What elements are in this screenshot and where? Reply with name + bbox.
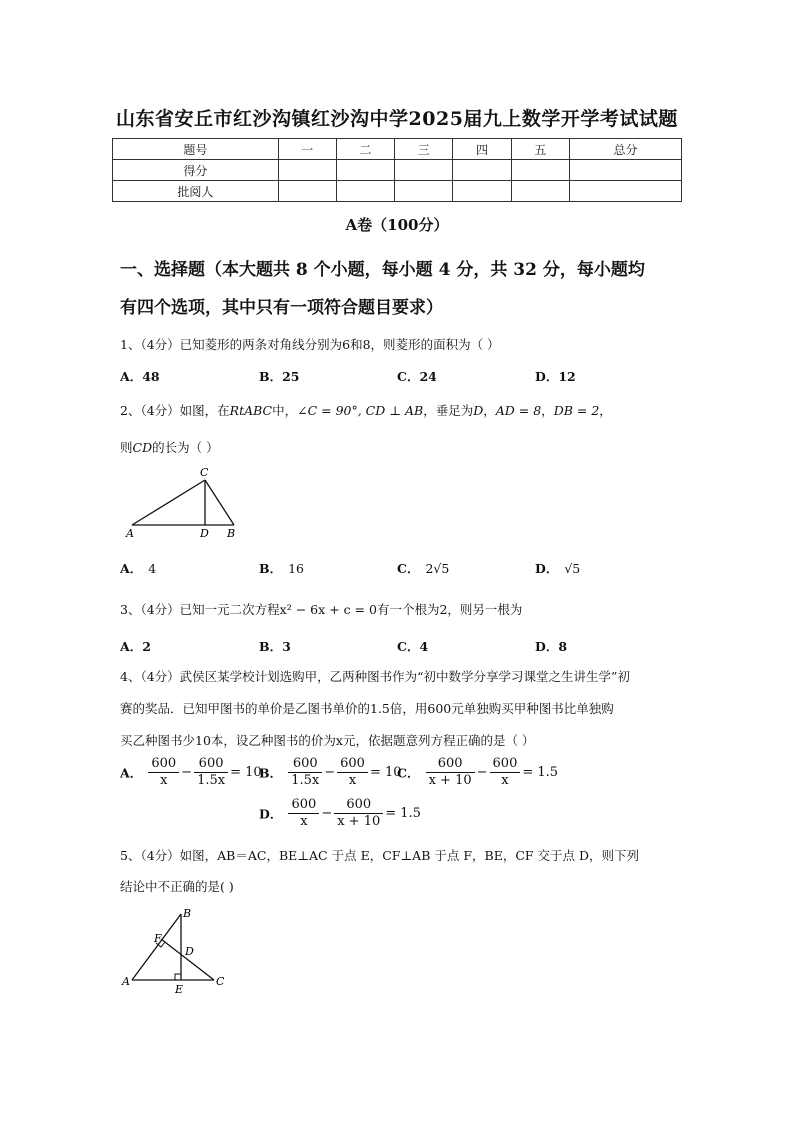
score-cell[interactable]: [511, 181, 569, 202]
q3-stem-post: 有一个根为2，则另一根为: [376, 602, 523, 617]
q2-option-a-value: 4: [148, 561, 157, 576]
score-header-cell: 五: [511, 139, 569, 160]
score-table-row: [113, 181, 682, 202]
q2-condition: ∠C = 90°, CD ⊥ AB: [297, 403, 424, 418]
q2-ad: AD = 8: [495, 403, 542, 418]
q4-c-frac1: $\frac{600}{x + 10}$: [426, 756, 475, 789]
score-table-row: [113, 160, 682, 181]
q2-option-c[interactable]: [397, 559, 449, 577]
q4-d-frac2: $\frac{600}{x + 10}$: [334, 797, 383, 830]
q2-triangle-figure: [118, 463, 248, 543]
score-cell[interactable]: [453, 181, 511, 202]
q1-option-a[interactable]: A．48: [120, 369, 160, 384]
q5-label-d: D: [185, 945, 194, 958]
score-header-cell: 总分: [569, 139, 681, 160]
score-cell[interactable]: [395, 181, 453, 202]
q5-triangle-figure: [114, 905, 234, 997]
q2-label-b: B: [227, 527, 236, 540]
q3-option-a[interactable]: A．2: [120, 639, 151, 654]
q1-option-b[interactable]: B．25: [259, 369, 300, 384]
score-cell[interactable]: [336, 160, 394, 181]
q5-stem-line2: 结论中不正确的是( ): [120, 879, 234, 894]
score-cell[interactable]: [395, 160, 453, 181]
q2-label-a: A: [126, 527, 134, 540]
q4-c-frac2: $\frac{600}{x}$: [490, 756, 521, 789]
q2-foot: ，垂足为: [423, 403, 474, 418]
q2-side-cb: [205, 480, 234, 525]
q5-label-a: A: [122, 975, 130, 988]
score-header-cell: 一: [278, 139, 336, 160]
q5-label-e: E: [175, 983, 184, 996]
score-header-cell: 二: [336, 139, 394, 160]
q4-option-d[interactable]: D． $\frac{600}{x}$ − $\frac{600}{x + 10}$ = 1.5: [259, 797, 421, 829]
score-header-cell: 四: [453, 139, 511, 160]
q4-option-b[interactable]: B． $\frac{600}{1.5x}$ − $\frac{600}{x}$ = 10: [259, 756, 402, 788]
score-cell[interactable]: [453, 160, 511, 181]
q5-side-ab: [132, 914, 181, 980]
q4-b-frac2: $\frac{600}{x}$: [337, 756, 368, 789]
q2-point-d: D: [473, 403, 484, 418]
q2-stem-line2: [120, 438, 219, 456]
q5-label-b: B: [183, 907, 192, 920]
q4-option-d-letter: D．: [259, 806, 283, 822]
q3-equation: x² − 6x + c = 0: [279, 602, 377, 617]
q2-option-c-letter: C．: [397, 561, 420, 576]
score-table-header-row: [113, 139, 682, 160]
score-row-label: 批阅人: [113, 181, 279, 202]
q1-option-c[interactable]: C．24: [397, 369, 437, 384]
q3-option-d[interactable]: D．8: [535, 639, 568, 654]
score-cell[interactable]: [278, 160, 336, 181]
q5-label-f: F: [154, 932, 162, 945]
q5-stem-line1: 5、（4分）如图，AB＝AC，BE⊥AC 于点 E，CF⊥AB 于点 F，BE，CF 交于点 D，则下列: [120, 848, 640, 863]
q3-stem-pre: 3、（4分）已知一元二次方程: [120, 602, 280, 617]
q4-option-c[interactable]: C． $\frac{600}{x + 10}$ − $\frac{600}{x}$ = 1.5: [397, 756, 559, 788]
q4-option-b-letter: B．: [259, 765, 283, 781]
q2-option-b-letter: B．: [259, 561, 283, 576]
q3-stem: [120, 600, 522, 618]
score-cell[interactable]: [278, 181, 336, 202]
q1-stem: 1、（4分）已知菱形的两条对角线分别为6和8，则菱形的面积为（ ）: [120, 337, 500, 352]
q2-option-b-value: 16: [288, 561, 304, 576]
q4-stem-line1: 4、（4分）武侯区某学校计划选购甲，乙两种图书作为“初中数学分享学习课堂之生讲生学”初: [120, 669, 630, 684]
q2-label-d: D: [200, 527, 209, 540]
q2-option-a-letter: A．: [120, 561, 143, 576]
q2-stem-pre: 2、（4分）如图，在: [120, 403, 230, 418]
q4-a-frac1: $\frac{600}{x}$: [148, 756, 179, 789]
score-header-cell: 题号: [113, 139, 279, 160]
score-cell[interactable]: [569, 160, 681, 181]
q4-stem-line3: 买乙种图书少10本，设乙种图书的价为x元，依据题意列方程正确的是（ ）: [120, 733, 535, 748]
q2-option-d-value: √5: [564, 561, 581, 576]
q4-option-a[interactable]: A． $\frac{600}{x}$ − $\frac{600}{1.5x}$ = 10: [120, 756, 262, 788]
q2-option-d-letter: D．: [535, 561, 559, 576]
q2-line2-post: 的长为（ ）: [152, 440, 219, 455]
score-row-label: 得分: [113, 160, 279, 181]
score-table: [112, 138, 682, 202]
exam-title: 山东省安丘市红沙沟镇红沙沟中学2025届九上数学开学考试试题: [116, 108, 678, 130]
q3-option-c[interactable]: C．4: [397, 639, 429, 654]
q5-right-angle-e: [175, 974, 181, 980]
q2-cd: CD: [132, 440, 153, 455]
part1-heading-line2: 有四个选项，其中只有一项符合题目要求）: [120, 298, 443, 318]
q4-option-c-letter: C．: [397, 765, 420, 781]
q2-side-ac: [132, 480, 205, 525]
q2-line2-pre: 则: [120, 440, 133, 455]
q2-rt: Rt: [229, 403, 245, 418]
score-cell[interactable]: [569, 181, 681, 202]
q5-label-c: C: [216, 975, 225, 988]
section-a-heading: A卷（100分）: [345, 216, 449, 234]
q4-d-frac1: $\frac{600}{x}$: [288, 797, 319, 830]
score-cell[interactable]: [336, 181, 394, 202]
part1-heading-line1: 一、选择题（本大题共 8 个小题，每小题 4 分，共 32 分，每小题均: [120, 260, 645, 280]
score-header-cell: 三: [395, 139, 453, 160]
q2-option-d[interactable]: [535, 559, 580, 577]
q2-triangle-abc: ABC: [244, 403, 273, 418]
q2-db: DB = 2: [553, 403, 600, 418]
q2-option-c-value: 2√5: [425, 561, 450, 576]
q4-a-frac2: $\frac{600}{1.5x}$: [194, 756, 228, 789]
q4-b-frac1: $\frac{600}{1.5x}$: [288, 756, 322, 789]
q2-stem-line1: 2、（4分）如图，在RtABC中，∠C = 90°, CD ⊥ AB，垂足为D，AD = 8，DB = 2，: [120, 403, 612, 418]
q4-option-a-letter: A．: [120, 765, 143, 781]
q1-option-d[interactable]: D．12: [535, 369, 576, 384]
q4-stem-line2: 赛的奖品．已知甲图书的单价是乙图书单价的1.5倍，用600元单独购买甲种图书比单独购: [120, 701, 614, 716]
q2-label-c: C: [200, 466, 209, 479]
q3-option-b[interactable]: B．3: [259, 639, 291, 654]
q2-option-b[interactable]: [259, 559, 304, 577]
q2-stem-mid: 中，: [272, 403, 298, 418]
score-cell[interactable]: [511, 160, 569, 181]
q2-option-a[interactable]: [120, 559, 156, 577]
